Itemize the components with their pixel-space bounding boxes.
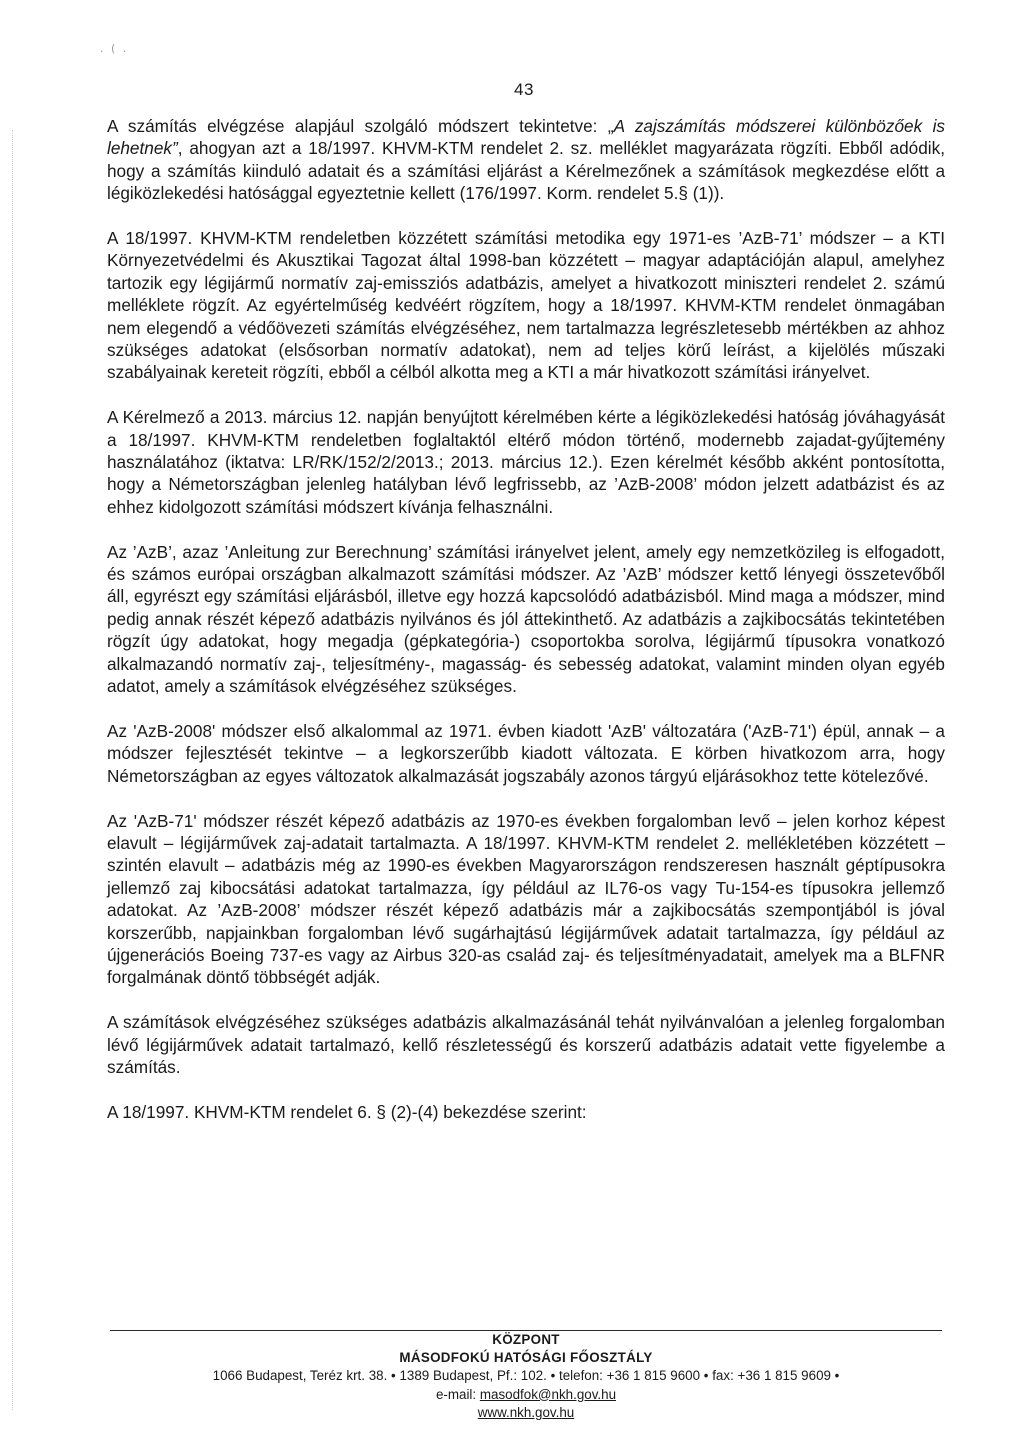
paragraph-1: [107, 115, 945, 205]
body-text: [107, 115, 945, 1123]
paragraph-8: A 18/1997. KHVM-KTM rendelet 6. § (2)-(4) bekezdése szerint:: [107, 1101, 587, 1122]
paragraph-5: Az 'AzB-2008' módszer első alkalommal az 1971. évben kiadott 'AzB' változatára ('AzB-71') épül, annak – a módszer fejlesztését tekintve – a legkorszerűbb kiadott változata. E körben hivatkozom arra, hogy Németországban az egyes változatok alkalmazását jogszabály azonos tárgyú eljárásokhoz tette kötelezővé.: [107, 720, 945, 786]
footer-email-link[interactable]: masodfok@nkh.gov.hu: [479, 1386, 617, 1402]
footer-website-link[interactable]: www.nkh.gov.hu: [477, 1404, 575, 1420]
letterhead-footer: [107, 1331, 945, 1422]
paragraph-4: Az ’AzB’, azaz ’Anleitung zur Berechnung’ számítási irányelvet jelent, amely egy nemzetközileg is elfogadott, és számos európai országban alkalmazott számítási módszer. Az ’AzB’ módszer kettő lényegi összetevőből áll, egyrészt egy számítási eljárásból, illetve egy hozzá kapcsolódó adatbázisból. Mind maga a módszer, mind pedig annak részét képező adatbázis nyilvános és jól áttekinthető. Az adatbázis a zajkibocsátás tekintetében rögzít úgy adatokat, hogy megadja (gépkategória-) csoportokba sorolva, légijármű típusokra vonatkozó alkalmazandó normatív zaj-, teljesítmény-, magasság- és sebesség adatokat, valamint minden olyan egyéb adatot, amely a számítások elvégzéséhez szükséges.: [107, 541, 945, 697]
footer-address: 1066 Budapest, Teréz krt. 38. • 1389 Budapest, Pf.: 102. • telefon: +36 1 815 9600 • fax: +36 1 815 9609 •: [212, 1368, 840, 1384]
paragraph-1-tail: , ahogyan azt a 18/1997. KHVM-KTM rendelet 2. sz. melléklet magyarázata rögzíti. Ebből adódik, hogy a számítás kiinduló adatait és a számítási eljárást a Kérelmezőnek a számítások megkezdése előtt a légiközlekedési hatósággal egyeztetnie kellett (176/1997. Korm. rendelet 5.§ (1)).: [107, 138, 945, 204]
paragraph-2: A 18/1997. KHVM-KTM rendeletben közzétett számítási metodika egy 1971-es ’AzB-71’ módszer – a KTI Környezetvédelmi és Akusztikai Tagozat által 1998-ban közzétett – magyar adaptációján alapul, amelyhez tartozik egy légijármű normatív zaj-emissziós adatbázis, amelyet a hivatkozott miniszteri rendelet 2. számú melléklete rögzít. Az egyértelműség kedvéért rögzítem, hogy a 18/1997. KHVM-KTM rendelet önmagában nem elegendő a védőövezeti számítás elvégzéséhez, nem tartalmazza legrészletesebb mértékben az ahhoz szükséges adatokat (elsősorban normatív adatokat), nem ad teljes körű leírást, a kijelölés műszaki szabályainak kereteit rögzíti, ebből a célból alkotta meg a KTI a már hivatkozott számítási irányelvet.: [107, 228, 945, 383]
page-number: 43: [514, 80, 534, 99]
footer-email-line: [107, 1386, 945, 1404]
paragraph-7: A számítások elvégzéséhez szükséges adatbázis alkalmazásánál tehát nyilvánvalóan a jelenleg forgalomban lévő légijárművek adatait tartalmazó, kellő részletességű és korszerű adatbázis adatait vette figyelembe a számítás.: [107, 1012, 945, 1077]
footer-email-label: e-mail:: [435, 1386, 480, 1402]
scan-edge-line: [12, 130, 14, 1410]
footer-department: MÁSODFOKÚ HATÓSÁGI FŐOSZTÁLY: [399, 1350, 653, 1366]
paragraph-3: A Kérelmező a 2013. március 12. napján benyújtott kérelmében kérte a légiközlekedési hatóság jóváhagyását a 18/1997. KHVM-KTM rendeletben foglaltaktól eltérő módon történő, modernebb zajadat-gyűjtemény használatához (iktatva: LR/RK/152/2/2013.; 2013. március 12.). Ezen kérelmét később akként pontosította, hogy a Németországban jelenleg hatályban lévő legfrissebb, az ’AzB-2008’ módon jelzett adatbázist és az ehhez kidolgozott számítási módszert kívánja felhasználni.: [107, 407, 945, 517]
paragraph-6: Az 'AzB-71' módszer részét képező adatbázis az 1970-es években forgalomban levő – jelen korhoz képest elavult – légijárművek zaj-adatait tartalmazta. A 18/1997. KHVM-KTM rendelet 2. mellékletében közzétett – szintén elavult – adatbázis még az 1990-es években Magyarországon rendszeresen használt géptípusokra jellemző zaj kibocsátási adatokat tartalmazza, így például az IL76-os vagy Tu-154-es típusokra jellemző adatokat. Az ’AzB-2008’ módszer részét képező adatbázis már a zajkibocsátás szempontjából is jóval korszerűbb, napjainkban forgalomban lévő sugárhajtású légijárművek adatait tartalmazza, így például az újgenerációs Boeing 737-es vagy az Airbus 320-as család zaj- és teljesítményadatait, amelyek ma a BLFNR forgalmának döntő többségét adják.: [107, 810, 945, 988]
footer-org-unit: KÖZPONT: [492, 1332, 560, 1347]
scan-artifact: . ( .: [100, 42, 129, 55]
footer-website-line: [107, 1404, 945, 1422]
paragraph-1-lead: A számítás elvégzése alapjául szolgáló módszert tekintetve: „: [107, 116, 614, 136]
paragraph-1-quote: A zajszámítás módszerei különbözőek is lehetnek”: [107, 116, 945, 159]
